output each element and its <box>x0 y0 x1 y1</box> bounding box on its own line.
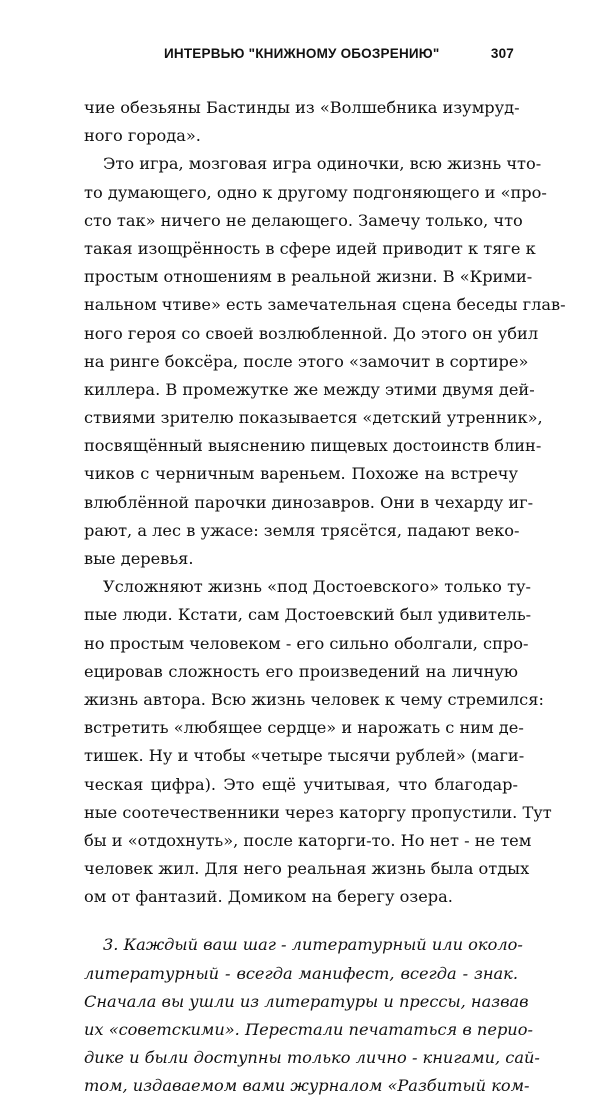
text-line: чие обезьяны Бастинды из «Волшебника изумруд- <box>84 98 520 117</box>
page-body <box>84 94 566 1101</box>
question-line: Сначала вы ушли из литературы и прессы, назвав <box>84 991 529 1011</box>
text-line: то думающего, одно к другому подгоняющего и «про- <box>84 182 547 202</box>
question-line: их «советскими». Перестали печататься в перио- <box>84 1020 533 1039</box>
text-line: ческая цифра). Это ещё учитывая, что благодар- <box>84 774 518 794</box>
paragraph <box>84 94 518 150</box>
text-line: ного героя со своей возлюбленной. До этого он убил <box>84 323 539 343</box>
page-number: 307 <box>490 46 514 61</box>
text-line: нальном чтиве» есть замечательная сцена беседы глав- <box>84 295 566 315</box>
text-line: ствиями зрителю показывается «детский утренник», <box>84 408 543 428</box>
text-line: такая изощрённость в сфере идей приводит к тяге к <box>84 238 536 258</box>
text-line: ом от фантазий. Домиком на берегу озера. <box>84 887 453 907</box>
text-line: жизнь автора. Всю жизнь человек к чему стремился: <box>84 689 544 709</box>
text-line: простым отношениям в реальной жизни. В «Крими- <box>84 267 533 287</box>
question-line: том, издаваемом вами журналом «Разбитый ком- <box>84 1076 530 1096</box>
text-line: вые деревья. <box>84 549 194 568</box>
question-line: литературный - всегда манифест, всегда - знак. <box>84 963 518 983</box>
paragraph <box>84 150 566 573</box>
text-line: на ринге боксёра, после этого «замочит в сортире» <box>84 351 529 371</box>
text-line: киллера. В промежутке же между этими двумя дей- <box>84 379 535 399</box>
text-line: ного города». <box>84 126 201 146</box>
interview-question <box>84 931 540 1100</box>
text-line: ецировав сложность его произведений на личную <box>84 661 518 681</box>
text-line: человек жил. Для него реальная жизнь была отдых <box>84 859 530 879</box>
text-line: влюблённой парочки динозавров. Они в чехарду иг- <box>84 492 534 512</box>
text-line: рают, а лес в ужасе: земля трясётся, падают веко- <box>84 520 520 540</box>
text-line: тишек. Ну и чтобы «четыре тысячи рублей» (маги- <box>84 746 525 766</box>
question-line: дике и были доступны только лично - книгами, сай- <box>84 1048 540 1068</box>
text-line: Усложняют жизнь «под Достоевского» только ту- <box>103 577 532 597</box>
running-title: ИНТЕРВЬЮ "КНИЖНОМУ ОБОЗРЕНИЮ" <box>164 46 440 61</box>
text-line: посвящённый выяснению пищевых достоинств блин- <box>84 436 542 456</box>
text-line: сто так» ничего не делающего. Замечу только, что <box>84 210 523 230</box>
text-line: встретить «любящее сердце» и нарожать с ним де- <box>84 718 524 738</box>
running-header <box>86 46 514 61</box>
text-line: ные соотечественники через каторгу пропустили. Тут <box>84 802 552 822</box>
text-line: Это игра, мозговая игра одиночки, всю жизнь что- <box>103 154 542 174</box>
paragraph <box>84 573 552 911</box>
text-line: пые люди. Кстати, сам Достоевский был удивитель- <box>84 605 532 625</box>
text-line: но простым человеком - его сильно оболгали, спро- <box>84 633 529 653</box>
text-line: чиков с черничным вареньем. Похоже на встречу <box>84 464 518 484</box>
question-line: 3. Каждый ваш шаг - литературный или около- <box>103 935 523 955</box>
text-line: бы и «отдохнуть», после каторги-то. Но нет - не тем <box>84 830 532 850</box>
